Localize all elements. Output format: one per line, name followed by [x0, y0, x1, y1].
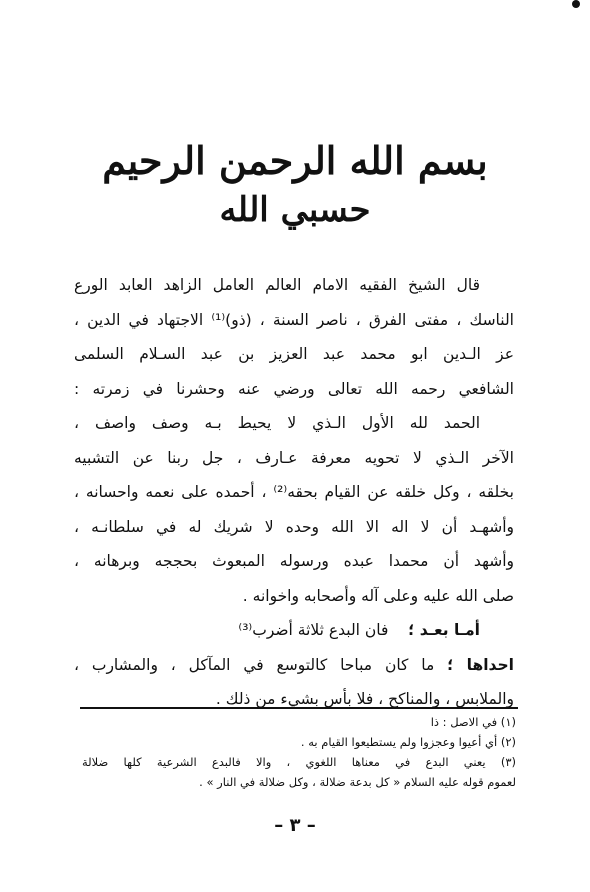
amma-lead: أمـا بعـد ؛ [408, 621, 480, 639]
text-line: وأشهد أن محمدا عبده ورسوله المبعوث بحججه وبرهانه ، [74, 552, 514, 570]
footnote: (٢) أي أعيوا وعجزوا ولم يستطيعوا القيام به . [300, 735, 516, 749]
footnote: (٣) يعني البدع في معناها اللغوي ، والا فالبدع الشرعية كلها ضلالة [82, 755, 516, 769]
ihdaha-text: ما كان مباحا كالتوسع في المآكل ، والمشارب ، [74, 655, 435, 674]
text-line: الآخر الـذي لا تحويه معرفة عـارف ، جل ربنا عن التشبيه [74, 448, 514, 467]
footnote-continuation: لعموم قوله عليه السلام « كل بدعة ضلالة ، وكل ضلالة في النار » . [199, 775, 516, 789]
hasbi-heading: حسبي الله [219, 190, 371, 230]
scan-dot [572, 0, 580, 8]
amma-text: فان البدع ثلاثة أضرب⁽³⁾ [238, 621, 389, 639]
text-line: الشافعي رحمه الله تعالى ورضي عنه وحشرنا في زمرته : [74, 379, 514, 398]
amma-line [74, 613, 514, 648]
text-line: وأشهـد أن لا اله الا الله وحده لا شريك له في سلطانـه ، [74, 517, 514, 536]
text-line: والملابس ، والمناكح ، فلا بأس بشيء من ذلك . [215, 690, 514, 708]
text-line: عز الـدين ابو محمد عبد العزيز بن عبد السـلام السلمى [74, 345, 514, 363]
text-line: بخلقه ، وكل خلقه عن القيام بحقه⁽²⁾ ، أحمده على نعمه واحسانه ، [74, 483, 514, 501]
ihdaha-lead: احداها ؛ [447, 655, 514, 674]
text-line: صلى الله عليه وعلى آله وأصحابه واخوانه . [242, 586, 514, 605]
text-line: الحمد لله الأول الـذي لا يحيط بـه وصف واصف ، [74, 414, 480, 432]
main-text [74, 268, 514, 717]
text-line: الناسك ، مفتى الفرق ، ناصر السنة ، (ذو)⁽¹⁾ الاجتهاد في الدين ، [74, 310, 514, 329]
basmala-heading: بسم الله الرحمن الرحيم [102, 138, 488, 183]
footnotes [82, 712, 516, 792]
ihdaha-line [74, 648, 514, 683]
page-number: – ٣ – [274, 815, 316, 836]
text-line: قال الشيخ الفقيه الامام العالم العامل الزاهد العابد الورع [74, 276, 480, 294]
footnote: (١) في الاصل : ذا [430, 715, 516, 729]
footnote-divider [80, 707, 518, 709]
